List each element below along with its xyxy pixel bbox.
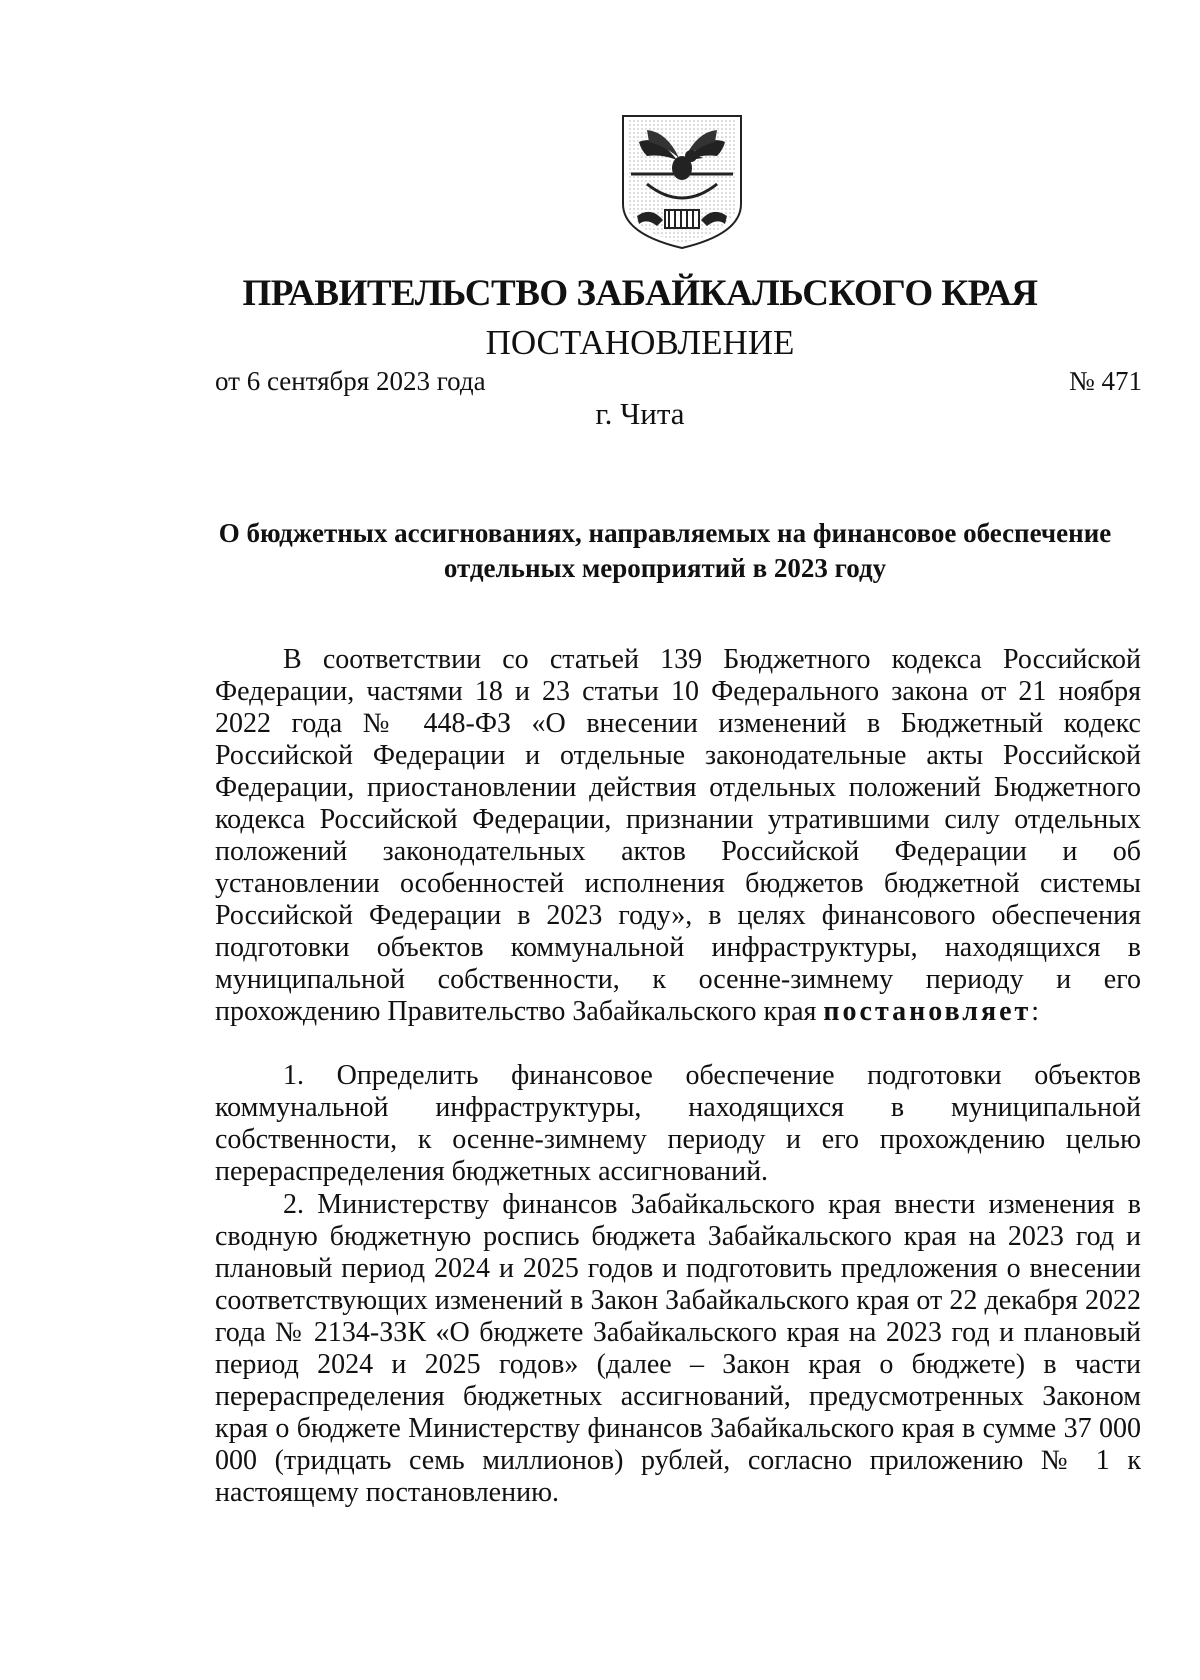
subject-line-2: отдельных мероприятий в 2023 году [443,553,887,583]
preamble-colon: : [1031,996,1040,1027]
document-city: г. Чита [595,396,685,431]
document-subject [200,516,1130,586]
organization-title: ПРАВИТЕЛЬСТВО ЗАБАЙКАЛЬСКОГО КРАЯ [242,273,1038,314]
decree-word: постановляет [823,996,1032,1027]
preamble-text: В соответствии со статьей 139 Бюджетного кодекса Российской Федерации, частями 18 и 23 статьи 10 Федерального закона от 21 ноября 2022 года № 448-ФЗ «О внесении изменений в Бюджетный кодекс Российской Федерации и отдельные законодательные акты Российской Федерации, приостановлении действия отдельных положений Бюджетного кодекса Российской Федерации, признании утратившими силу отдельных положений законодательных актов Российской Федерации и об установлении особенностей исполнения бюджетов бюджетной системы Российской Федерации в 2023 году», в целях финансового обеспечения подготовки объектов коммунальной инфраструктуры, находящихся в муниципальной собственности, к осенне-зимнему периоду и его прохождению Правительство Забайкальского края [215,644,1141,1027]
subject-line-1: О бюджетных ассигнованиях, направляемых на финансовое обеспечение [218,518,1112,548]
document-number: № 471 [1068,366,1142,396]
coat-of-arms-icon [617,112,747,252]
document-date: от 6 сентября 2023 года [215,366,486,396]
clause-2: 2. Министерству финансов Забайкальского края внести изменения в сводную бюджетную роспись бюджета Забайкальского края на 2023 год и плановый период 2024 и 2025 годов и подготовить предложения о внесении соответствующих изменений в Закон Забайкальского края от 22 декабря 2022 года № 2134-ЗЗК «О бюджете Забайкальского края на 2023 год и плановый период 2024 и 2025 годов» (далее – Закон края о бюджете) в части перераспределения бюджетных ассигнований, предусмотренных Законом края о бюджете Министерству финансов Забайкальского края в сумме 37 000 000 (тридцать семь миллионов) рублей, согласно приложению № 1 к настоящему постановлению. [215,1189,1141,1508]
preamble-paragraph [215,644,1141,1028]
document-type: ПОСТАНОВЛЕНИЕ [485,323,795,362]
clause-1: 1. Определить финансовое обеспечение подготовки объектов коммунальной инфраструктуры, находящихся в муниципальной собственности, к осенне-зимнему периоду и его прохождению целью перераспределения бюджетных ассигнований. [215,1060,1141,1187]
